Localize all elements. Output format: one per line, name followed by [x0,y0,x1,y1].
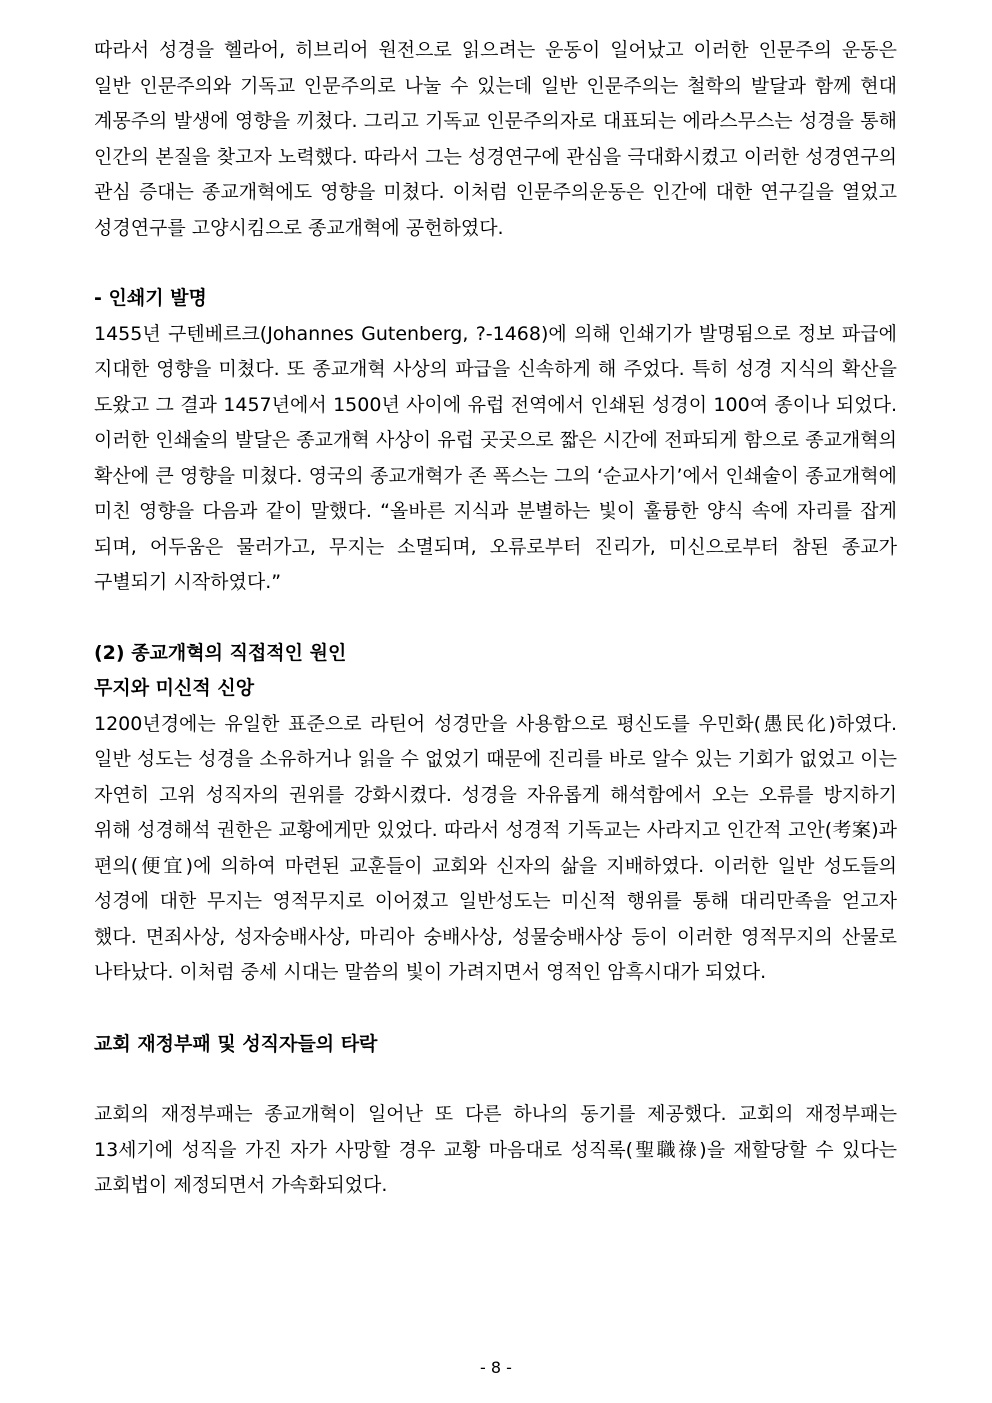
paragraph-printing-press: 1455년 구텐베르크(Johannes Gutenberg, ?-1468)에 의해 인쇄기가 발명됨으로 정보 파급에 지대한 영향을 미쳤다. 또 종교개혁 사상의 파급을 신속하게 해 주었다. 특히 성경 지식의 확산을 도왔고 그 결과 1457년에서 1500년 사이에 유럽 전역에서 인쇄된 성경이 100여 종이나 되었다. 이러한 인쇄술의 발달은 종교개혁 사상이 유럽 곳곳으로 짧은 시간에 전파되게 함으로 종교개혁의 확산에 큰 영향을 미쳤다. 영국의 종교개혁가 존 폭스는 그의 ‘순교사기’에서 인쇄술이 종교개혁에 미친 영향을 다음과 같이 말했다. “올바른 지식과 분별하는 빛이 훌륭한 양식 속에 자리를 잡게 되며, 어두움은 물러가고, 무지는 소멸되며, 오류로부터 진리가, 미신으로부터 참된 종교가 구별되기 시작하였다.” [94,322,897,593]
spacer [94,246,897,281]
document-body [94,33,897,1204]
spacer [94,991,897,1027]
heading-printing-press: - 인쇄기 발명 [94,287,207,309]
heading-direct-causes: (2) 종교개혁의 직접적인 원인 [94,641,347,664]
paragraph-church-corruption: 교회의 재정부패는 종교개혁이 일어난 또 다른 하나의 동기를 제공했다. 교회의 재정부패는 13세기에 성직을 가진 자가 사망할 경우 교황 마음대로 성직록(聖職祿)을 재할당할 수 있다는 교회법이 제정되면서 가속화되었다. [94,1103,897,1196]
page-number: - 8 - [480,1358,512,1377]
paragraph-ignorance-superstition: 1200년경에는 유일한 표준으로 라틴어 성경만을 사용함으로 평신도를 우민화(愚民化)하였다. 일반 성도는 성경을 소유하거나 읽을 수 없었기 때문에 진리를 바로 알수 있는 기회가 없었고 이는 자연히 고위 성직자의 권위를 강화시켰다. 성경을 자유롭게 해석함에서 오는 오류를 방지하기 위해 성경해석 권한은 교황에게만 있었다. 따라서 성경적 기독교는 사라지고 인간적 고안(考案)과 편의(便宜)에 의하여 마련된 교훈들이 교회와 신자의 삶을 지배하였다. 이러한 일반 성도들의 성경에 대한 무지는 영적무지로 이어졌고 일반성도는 미신적 행위를 통해 대리만족을 얻고자 했다. 면죄사상, 성자숭배사상, 마리아 숭배사상, 성물숭배사상 등이 이러한 영적무지의 산물로 나타났다. 이처럼 중세 시대는 말씀의 빛이 가려지면서 영적인 암흑시대가 되었다. [94,712,897,983]
spacer [94,1062,897,1097]
heading-ignorance-superstition: 무지와 미신적 신앙 [94,677,255,699]
spacer [94,601,897,636]
paragraph-humanism: 따라서 성경을 헬라어, 히브리어 원전으로 읽으려는 운동이 일어났고 이러한 인문주의 운동은 일반 인문주의와 기독교 인문주의로 나눌 수 있는데 일반 인문주의는 철학의 발달과 함께 현대 계몽주의 발생에 영향을 끼쳤다. 그리고 기독교 인문주의자로 대표되는 에라스무스는 성경을 통해 인간의 본질을 찾고자 노력했다. 따라서 그는 성경연구에 관심을 극대화시켰고 이러한 성경연구의 관심 증대는 종교개혁에도 영향을 미쳤다. 이처럼 인문주의운동은 인간에 대한 연구길을 열었고 성경연구를 고양시킴으로 종교개혁에 공헌하였다. [94,39,897,239]
heading-church-corruption: 교회 재정부패 및 성직자들의 타락 [94,1032,378,1055]
